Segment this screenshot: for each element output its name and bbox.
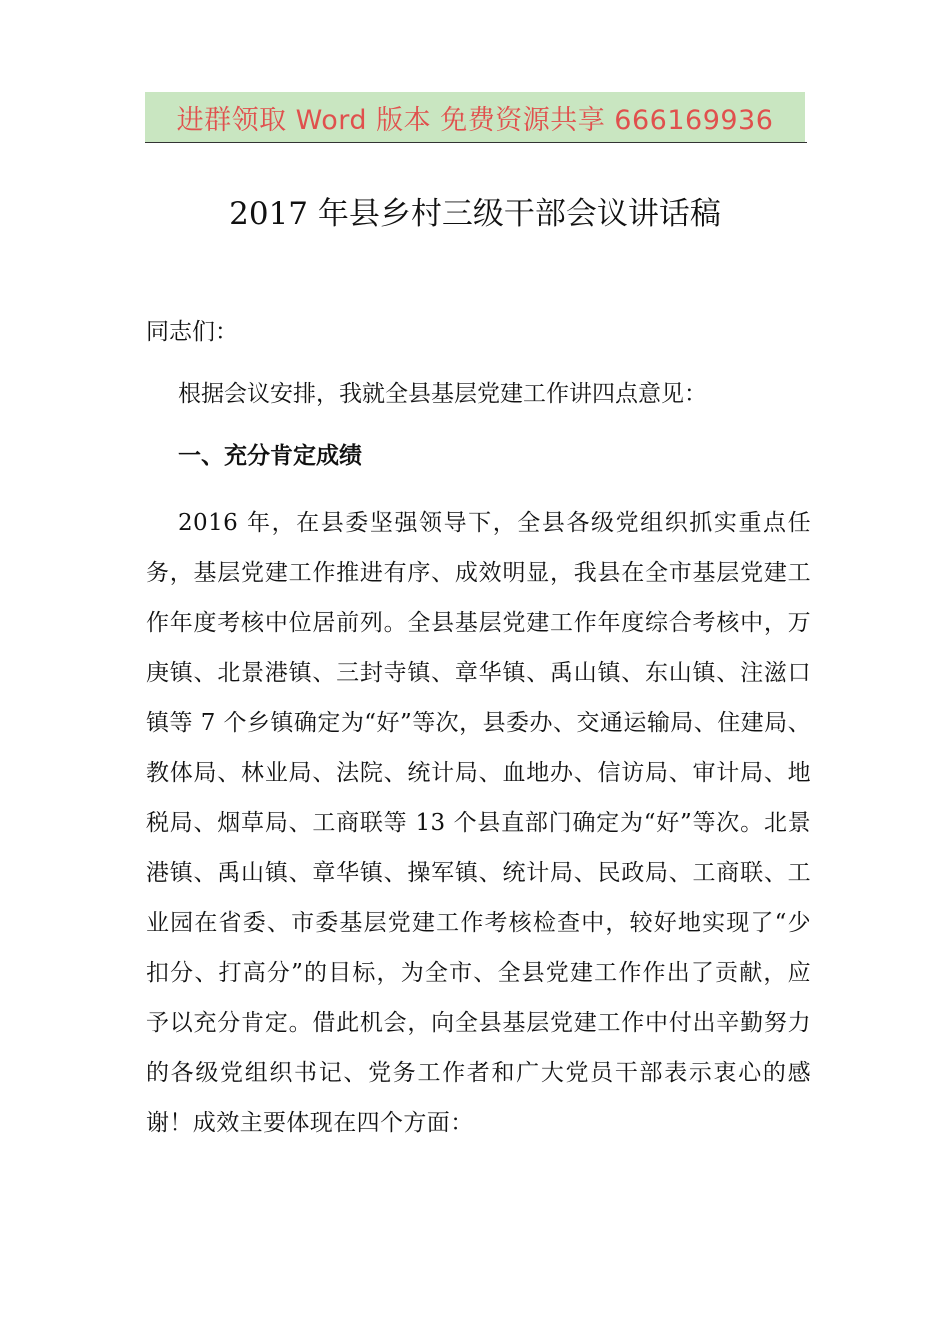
section-heading-1: 一、充分肯定成绩: [178, 443, 362, 469]
document-title: 2017 年县乡村三级干部会议讲话稿: [229, 196, 721, 232]
promo-banner: [145, 92, 805, 142]
section-1-body-paragraph: 2016 年，在县委坚强领导下，全县各级党组织抓实重点任务，基层党建工作推进有序、成效明显，我县在全市基层党建工作年度考核中位居前列。全县基层党建工作年度综合考核中，万庚镇、北景港镇、三封寺镇、章华镇、禹山镇、东山镇、注滋口镇等 7 个乡镇确定为“好”等次，县委办、交通运输局、住建局、教体局、林业局、法院、统计局、血地办、信访局、审计局、地税局、烟草局、工商联等 13 个县直部门确定为“好”等次。北景港镇、禹山镇、章华镇、操军镇、统计局、民政局、工商联、工业园在省委、市委基层党建工作考核检查中，较好地实现了“少扣分、打高分”的目标，为全市、全县党建工作作出了贡献，应予以充分肯定。借此机会，向全县基层党建工作中付出辛勤努力的各级党组织书记、党务工作者和广大党员干部表示衷心的感谢！成效主要体现在四个方面：: [146, 510, 811, 1136]
promo-banner-text: 进群领取 Word 版本 免费资源共享 666169936: [176, 104, 774, 136]
intro-paragraph: 根据会议安排，我就全县基层党建工作讲四点意见：: [178, 381, 707, 407]
banner-divider: [145, 142, 807, 143]
salutation: 同志们：: [146, 319, 238, 345]
